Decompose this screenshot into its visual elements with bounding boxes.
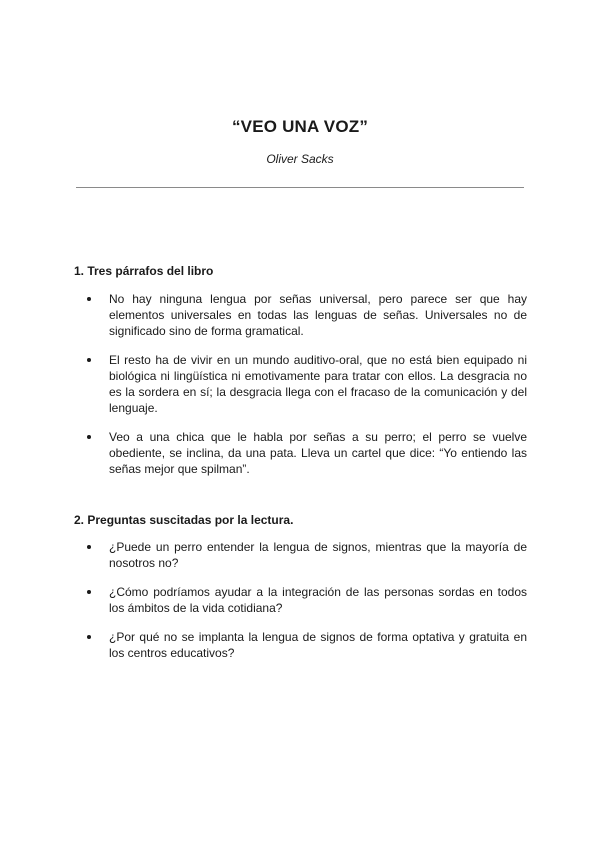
bullet-icon (87, 545, 91, 549)
section-heading-1: 1. Tres párrafos del libro (74, 264, 214, 278)
list-item (87, 584, 527, 616)
document-title: “VEO UNA VOZ” (231, 117, 369, 136)
list-item (87, 352, 527, 416)
bullet-icon (87, 297, 91, 301)
document-author: Oliver Sacks (266, 152, 334, 166)
list-item-text: El resto ha de vivir en un mundo auditivo-oral, que no está bien equipado ni biológica ni lingüística ni emotivamente para tratar con ellos. La desgracia no es la sordera en sí; la desgracia llega con el fracaso de la comunicación y del lenguaje. (109, 353, 527, 415)
list-item-text: ¿Por qué no se implanta la lengua de signos de forma optativa y gratuita en los centros educativos? (109, 630, 527, 660)
section-heading-2: 2. Preguntas suscitadas por la lectura. (74, 513, 294, 527)
list-item-text: ¿Puede un perro entender la lengua de signos, mientras que la mayoría de nosotros no? (109, 540, 527, 570)
list-item (87, 539, 527, 571)
list-item-text: ¿Cómo podríamos ayudar a la integración de las personas sordas en todos los ámbitos de la vida cotidiana? (109, 585, 527, 615)
bullet-icon (87, 435, 91, 439)
list-item-text: No hay ninguna lengua por señas universal, pero parece ser que hay elementos universales en todas las lenguas de señas. Universales no de significado sino de forma gramatical. (109, 292, 527, 338)
horizontal-divider (76, 187, 524, 188)
bullet-icon (87, 590, 91, 594)
bullet-icon (87, 358, 91, 362)
section-1-list (87, 291, 527, 490)
list-item (87, 291, 527, 339)
bullet-icon (87, 635, 91, 639)
list-item (87, 629, 527, 661)
section-2-list (87, 539, 527, 674)
list-item (87, 429, 527, 477)
list-item-text: Veo a una chica que le habla por señas a su perro; el perro se vuelve obediente, se inclina, da una pata. Lleva un cartel que dice: “Yo entiendo las señas mejor que spilman”. (109, 430, 527, 476)
